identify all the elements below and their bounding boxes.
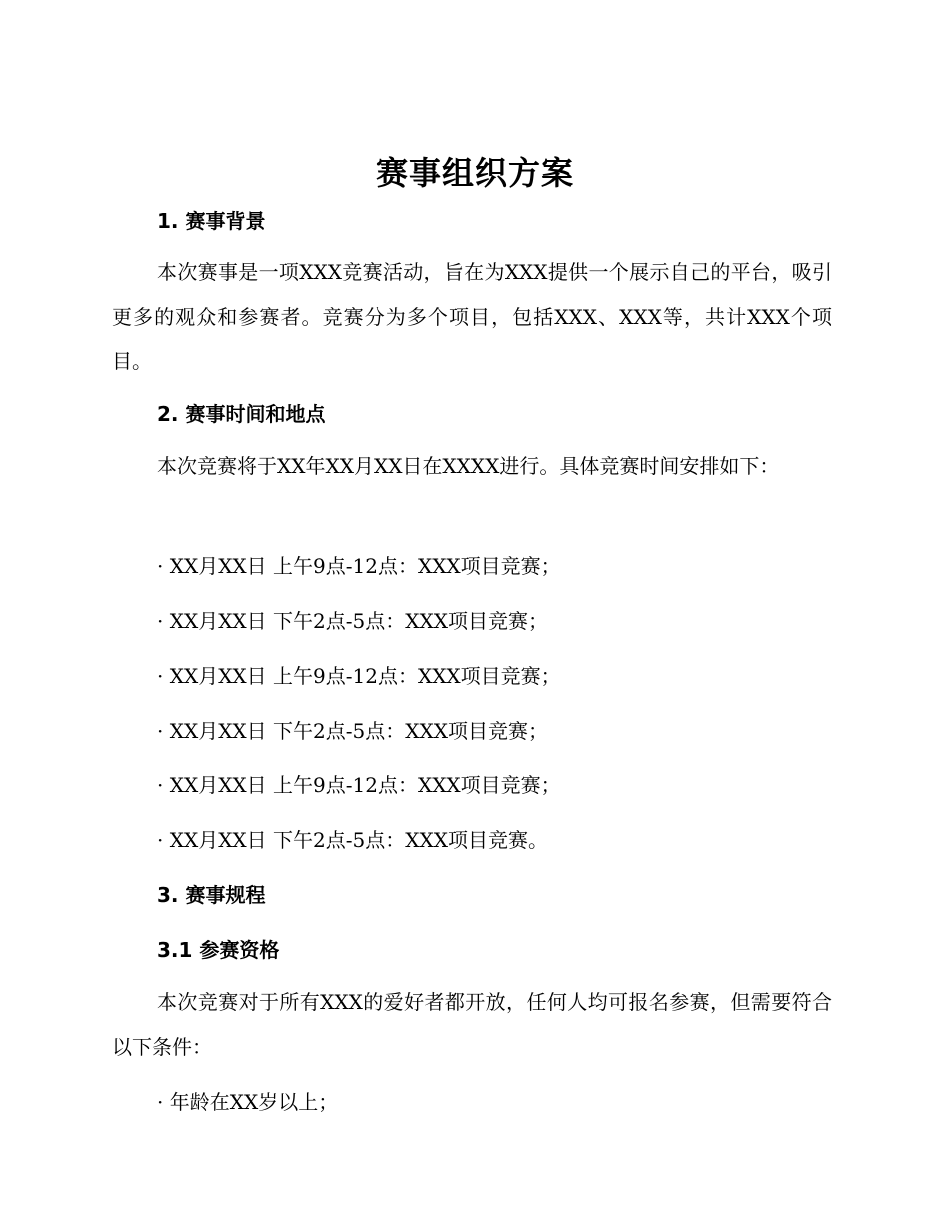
time-place-paragraph: 本次竞赛将于XX年XX月XX日在XXXX进行。具体竞赛时间安排如下： xyxy=(157,454,780,478)
schedule-item: · XX月XX日 上午9点-12点：XXX项目竞赛； xyxy=(157,664,561,688)
schedule-item: · XX月XX日 下午2点-5点：XXX项目竞赛； xyxy=(157,719,548,743)
section-heading-time-place: 2. 赛事时间和地点 xyxy=(157,402,326,426)
section-heading-rules: 3. 赛事规程 xyxy=(157,883,266,907)
schedule-item: · XX月XX日 下午2点-5点：XXX项目竞赛； xyxy=(157,609,548,633)
schedule-item: · XX月XX日 上午9点-12点：XXX项目竞赛； xyxy=(157,554,561,578)
condition-item: · 年龄在XX岁以上； xyxy=(157,1090,339,1114)
background-paragraph: 本次赛事是一项XXX竞赛活动，旨在为XXX提供一个展示自己的平台，吸引更多的观众和参赛者。竞赛分为多个项目，包括XXX、XXX等，共计XXX个项目。 xyxy=(112,260,832,373)
schedule-item: · XX月XX日 上午9点-12点：XXX项目竞赛； xyxy=(157,773,561,797)
eligibility-paragraph: 本次竞赛对于所有XXX的爱好者都开放，任何人均可报名参赛，但需要符合以下条件： xyxy=(112,990,832,1059)
section-heading-background: 1. 赛事背景 xyxy=(157,209,266,233)
schedule-item: · XX月XX日 下午2点-5点：XXX项目竞赛。 xyxy=(157,828,548,852)
subsection-heading-eligibility: 3.1 参赛资格 xyxy=(157,938,280,962)
document-title: 赛事组织方案 xyxy=(375,154,574,192)
